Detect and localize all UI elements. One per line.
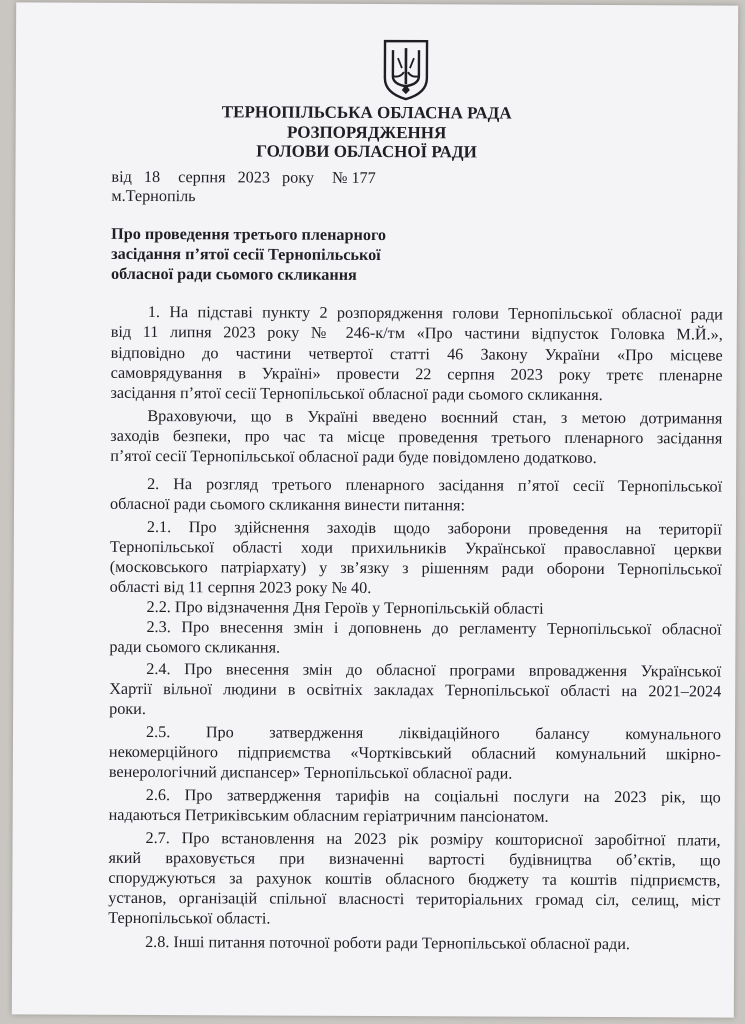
body-line: Тернопільської області. xyxy=(108,908,271,928)
document-date xyxy=(111,167,375,188)
body-line: засідання п’ятої сесії Тернопільської обласної ради сьомого скликання. xyxy=(110,383,603,404)
title-line: Про проведення третього пленарного xyxy=(111,224,387,245)
body-line: 2.4. Про внесення змін до обласної програми впровадження Української xyxy=(146,660,722,681)
body-line: роки. xyxy=(109,699,146,719)
document-type: РОЗПОРЯДЖЕННЯ xyxy=(286,122,447,143)
body-line: самоврядування в Україні» провести 22 серпня 2023 року третє пленарне xyxy=(110,363,723,385)
body-line: установ, організацій спільної власності територіальних громад сіл, селищ, міст xyxy=(108,888,721,910)
body-line: надаються Петриківським обласним геріатричним пансіонатом. xyxy=(108,805,549,826)
body-line: венерологічний диспансер» Тернопільської обласної ради. xyxy=(108,762,513,783)
document-page xyxy=(12,2,738,1017)
body-line: 2.1. Про здійснення заходів щодо заборони проведення на території xyxy=(146,518,722,539)
title-line: засідання п’ятої сесії Тернопільської xyxy=(111,244,381,265)
body-line: 2.3. Про внесення змін і доповнень до регламенту Тернопільської обласної xyxy=(146,618,722,639)
body-line: 2.7. Про встановлення на 2023 рік розміру кошторисної заробітної плати, xyxy=(145,829,721,850)
body-line: Хартії вільної людини в освітніх закладах Тернопільської області на 2021–2024 xyxy=(109,679,722,701)
body-line: заходів безпеки, про час та місце проведення третього пленарного засідання xyxy=(110,426,723,448)
body-line: від 11 липня 2023 року № 246-к/тм «Про частини відпусток Головка М.Й.», xyxy=(110,322,723,344)
date-prefix: від xyxy=(111,167,132,186)
date-year-word: року xyxy=(281,168,314,187)
date-year: 2023 xyxy=(237,168,271,187)
body-line: який враховується при визначенні вартості будівництва об’єктів, що xyxy=(108,848,721,870)
body-line: 1. На підставі пункту 2 розпорядження голови Тернопільської обласної ради xyxy=(147,303,723,324)
body-line: відповідно до частини четвертої статті 46 Закону України «Про місцеве xyxy=(110,343,723,365)
body-line: 2.2. Про відзначення Дня Героїв у Тернопільській області xyxy=(146,598,544,618)
date-month: серпня xyxy=(178,168,226,187)
issuer: ГОЛОВИ ОБЛАСНОЇ РАДИ xyxy=(256,141,477,162)
body-line: споруджуються за рахунок коштів обласного бюджету та коштів підприємств, xyxy=(108,868,721,890)
document-city: м.Тернопіль xyxy=(111,186,196,206)
body-line: ради сьомого скликання. xyxy=(109,637,281,657)
body-line: 2.8. Інші питання поточної роботи ради Тернопільської обласної ради. xyxy=(145,933,631,954)
date-day: 18 xyxy=(143,167,161,187)
body-line: п’ятої сесії Тернопільської обласної ради буде повідомлено додатково. xyxy=(110,446,597,467)
title-line: обласної ради сьомого скликання xyxy=(110,264,357,284)
body-line: Тернопільської області ходи прихильників Української православної церкви xyxy=(109,537,722,559)
document-number: № 177 xyxy=(331,168,376,188)
body-line: некомерційного підприємства «Чортківський обласний комунальний шкірно- xyxy=(108,742,721,764)
tryzub-coat-of-arms-icon xyxy=(382,38,430,102)
body-line: Враховуючи, що в Україні введено воєнний стан, з метою дотримання xyxy=(147,407,723,428)
body-line: (московського патріархату) у зв’язку з рішенням ради оборони Тернопільської xyxy=(109,557,722,579)
body-line: області від 11 серпня 2023 року № 40. xyxy=(109,577,372,597)
body-line: 2. На розгляд третього пленарного засідання п’ятої сесії Тернопільської xyxy=(147,475,723,496)
body-line: обласної ради сьомого скликання винести питання: xyxy=(109,494,466,515)
council-name: ТЕРНОПІЛЬСЬКА ОБЛАСНА РАДА xyxy=(221,102,512,123)
body-line: 2.6. Про затвердження тарифів на соціальні послуги на 2023 рік, що xyxy=(145,786,721,807)
body-line: 2.5. Про затвердження ліквідаційного балансу комунального xyxy=(145,723,722,744)
